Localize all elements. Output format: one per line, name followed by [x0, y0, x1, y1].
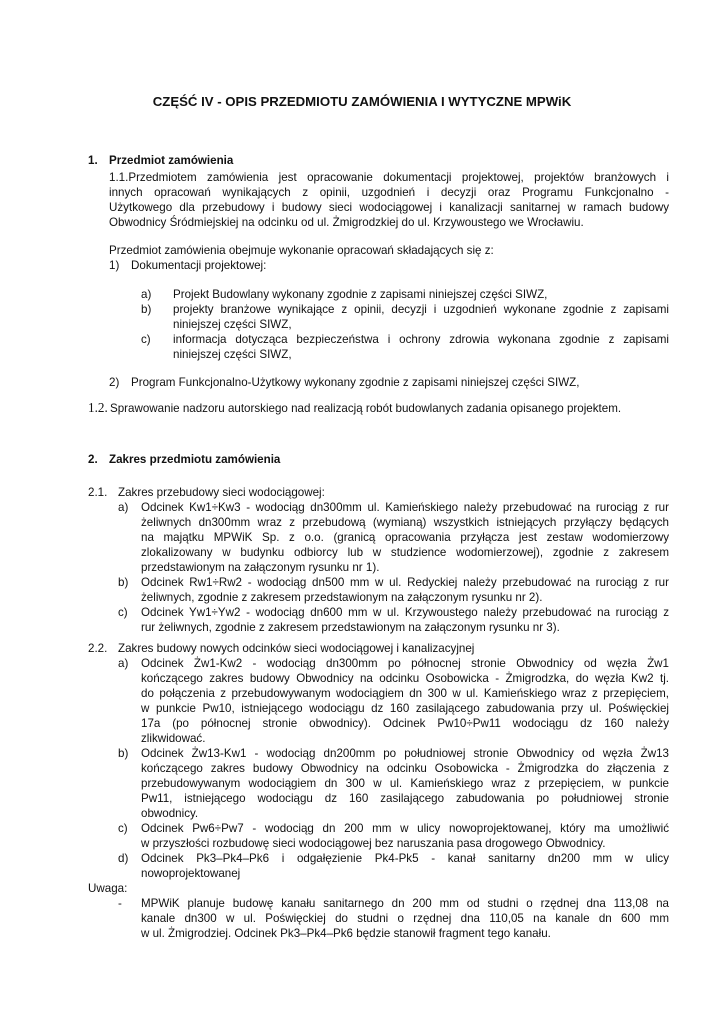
subsection-2-2-number: 2.2.: [88, 642, 108, 655]
paragraph-1-2-text: Sprawowanie nadzoru autorskiego nad realizacją robót budowlanych zadania opisanego projektem.: [110, 402, 622, 415]
list-item-line: 17a (po północnej stronie obwodnicy). Odcinek Pw10÷Pw11 wodociągu dz 160 należy: [141, 717, 669, 730]
section-2-heading: Zakres przedmiotu zamówienia: [109, 453, 281, 466]
list-item-line: żeliwnych, zgodnie z zakresem przedstawionym na załączonym rysunku nr 2).: [141, 591, 543, 604]
list-item-line: kończącego zakres budowy Obwodnicy na odcinku Osobowicka - Żmigrodzka do złączenia z: [141, 762, 669, 775]
sub-item-label: a): [141, 288, 152, 301]
list-item-line: żeliwnych dn300mm wraz z przebudową (wymianą) wszystkich istniejących przyłączy będących: [141, 516, 669, 529]
sub-item-text: projekty branżowe wynikające z opinii, decyzji i uzgodnień wykonane zgodnie z zapisami: [173, 303, 669, 316]
section-2-number: 2.: [88, 453, 98, 466]
list-item-label: c): [118, 606, 128, 619]
list-item-line: zlokalizowany w budynku odbiorcy lub w studzience wodomierzowej), zgodnie z zakresem: [141, 546, 669, 559]
page-title: CZĘŚĆ IV - OPIS PRZEDMIOTU ZAMÓWIENIA I WYTYCZNE MPWiK: [152, 94, 572, 109]
list-item-line: Odcinek Pw6÷Pw7 - wodociąg dn 200 mm w ulicy nowoprojektowanej, który ma umożliwić: [141, 822, 669, 835]
list-item-line: Odcinek Rw1÷Rw2 - wodociąg dn500 mm w ul. Redyckiej należy przebudować na rurociąg z rur: [141, 576, 669, 589]
item-1-number: 1): [109, 259, 120, 272]
list-item-line: Odcinek Pk3–Pk4–Pk6 i odgałęzienie Pk4-Pk5 - kanał sanitarny dn200 mm w ulicy: [141, 852, 669, 865]
list-item-line: kończącego zakres budowy Obwodnicy na odcinku Osobowicka - Żmigrodzka, do węzła Kw2 tj.: [141, 672, 669, 685]
list-item-line: Odcinek Żw13-Kw1 - wodociąg dn200mm po południowej stronie Obwodnicy od węzła Żw13: [141, 747, 669, 760]
item-1-text: Dokumentacji projektowej:: [131, 259, 267, 272]
item-2-number: 2): [109, 376, 120, 389]
paragraph-1-1-line: innych opracowań wynikających z opinii, uzgodnień i decyzji oraz Programu Funkcjonalno -: [109, 186, 669, 199]
paragraph-1-2-number: 1.2.: [88, 400, 108, 415]
note-label: Uwaga:: [88, 882, 128, 895]
list-item-line: obwodnicy.: [141, 807, 199, 820]
list-item-label: a): [118, 501, 129, 514]
item-2-text: Program Funkcjonalno-Użytkowy wykonany zgodnie z zapisami niniejszej części SIWZ,: [131, 376, 580, 389]
sub-item-label: b): [141, 303, 152, 316]
note-line: kanale dn300 w ul. Poświęckiej do studni o rzędnej dna 110,05 na kanale dn 600 mm: [141, 912, 669, 925]
list-item-label: a): [118, 657, 129, 670]
paragraph-1-1-line: Użytkowego dla przebudowy i budowy sieci wodociągowej i kanalizacji sanitarnej w ramach budowy: [109, 201, 669, 214]
subsection-2-2-heading: Zakres budowy nowych odcinków sieci wodociągowej i kanalizacyjnej: [118, 642, 475, 655]
list-item-line: Odcinek Żw1-Kw2 - wodociąg dn300mm po północnej stronie Obwodnicy od węzła Żw1: [141, 657, 669, 670]
note-line: w ul. Żmigrodziej. Odcinek Pk3–Pk4–Pk6 będzie stanowił fragment tego kanału.: [141, 927, 551, 940]
list-item-label: b): [118, 576, 129, 589]
subsection-2-1-heading: Zakres przebudowy sieci wodociągowej:: [118, 486, 325, 499]
list-item-line: Odcinek Kw1÷Kw3 - wodociąg dn300mm ul. Kamieńskiego należy przebudować na rurociąg z rur: [141, 501, 669, 514]
subsection-2-1-number: 2.1.: [88, 486, 108, 499]
list-item-line: nowoprojektowanej: [141, 867, 241, 880]
sub-item-label: c): [141, 333, 151, 346]
list-item-line: do połączenia z przebudowywanym wodociągiem dn 300 w ul. Kamieńskiego wraz z przepięciem,: [141, 687, 669, 700]
sub-item-text: niniejszej części SIWZ,: [173, 318, 292, 331]
list-item-line: w punkcie Pw10, istniejącego wodociągu dz 160 zasilającego zabudowania przy ul. Poświęckiej: [141, 702, 669, 715]
note-dash: -: [118, 897, 122, 910]
list-item-line: Odcinek Yw1÷Yw2 - wodociąg dn600 mm w ul. Krzywoustego należy przebudować na rurociąg z: [141, 606, 669, 619]
list-item-label: d): [118, 852, 129, 865]
list-item-line: w przyszłości rozbudowę sieci wodociągowej bez naruszania pasa drogowego Obwodnicy.: [141, 837, 606, 850]
list-item-label: b): [118, 747, 129, 760]
paragraph-1-1-line: 1.1.Przedmiotem zamówienia jest opracowanie dokumentacji projektowej, projektów branżowych i: [109, 171, 669, 184]
section-1-heading: Przedmiot zamówienia: [109, 154, 234, 167]
list-item-line: zlikwidować.: [141, 732, 206, 745]
sub-item-text: niniejszej części SIWZ,: [173, 348, 292, 361]
list-item-line: Pw11, istniejącego wodociągu dz 160 zasilającego zabudowania po południowej stronie: [141, 792, 669, 805]
paragraph-1-1-line: Obwodnicy Śródmiejskiej na odcinku od ul. Żmigrodzkiej do ul. Krzywoustego we Wrocławiu.: [109, 216, 584, 229]
list-item-line: na majątku MPWiK Sp. z o.o. (granicą opracowania przyłącza jest zestaw wodomierzowy: [141, 531, 669, 544]
note-line: MPWiK planuje budowę kanału sanitarnego dn 200 mm od studni o rzędnej dna 113,08 na: [141, 897, 669, 910]
list-item-line: przedstawionym na załączonym rysunku nr 1).: [141, 561, 380, 574]
list-item-label: c): [118, 822, 128, 835]
sub-item-text: informacja dotycząca bezpieczeństwa i ochrony zdrowia wykonana zgodnie z zapisami: [173, 333, 669, 346]
list-item-line: rur żeliwnych, zgodnie z zakresem przedstawionym na załączonym rysunku nr 3).: [141, 621, 560, 634]
list-item-line: przebudowywanym wodociągiem dn 300 w ul. Kamieńskiego wraz z przepięciem, w punkcie: [141, 777, 669, 790]
section-1-number: 1.: [88, 154, 98, 167]
scope-intro: Przedmiot zamówienia obejmuje wykonanie opracowań składających się z:: [109, 244, 494, 257]
sub-item-text: Projekt Budowlany wykonany zgodnie z zapisami niniejszej części SIWZ,: [173, 288, 548, 301]
